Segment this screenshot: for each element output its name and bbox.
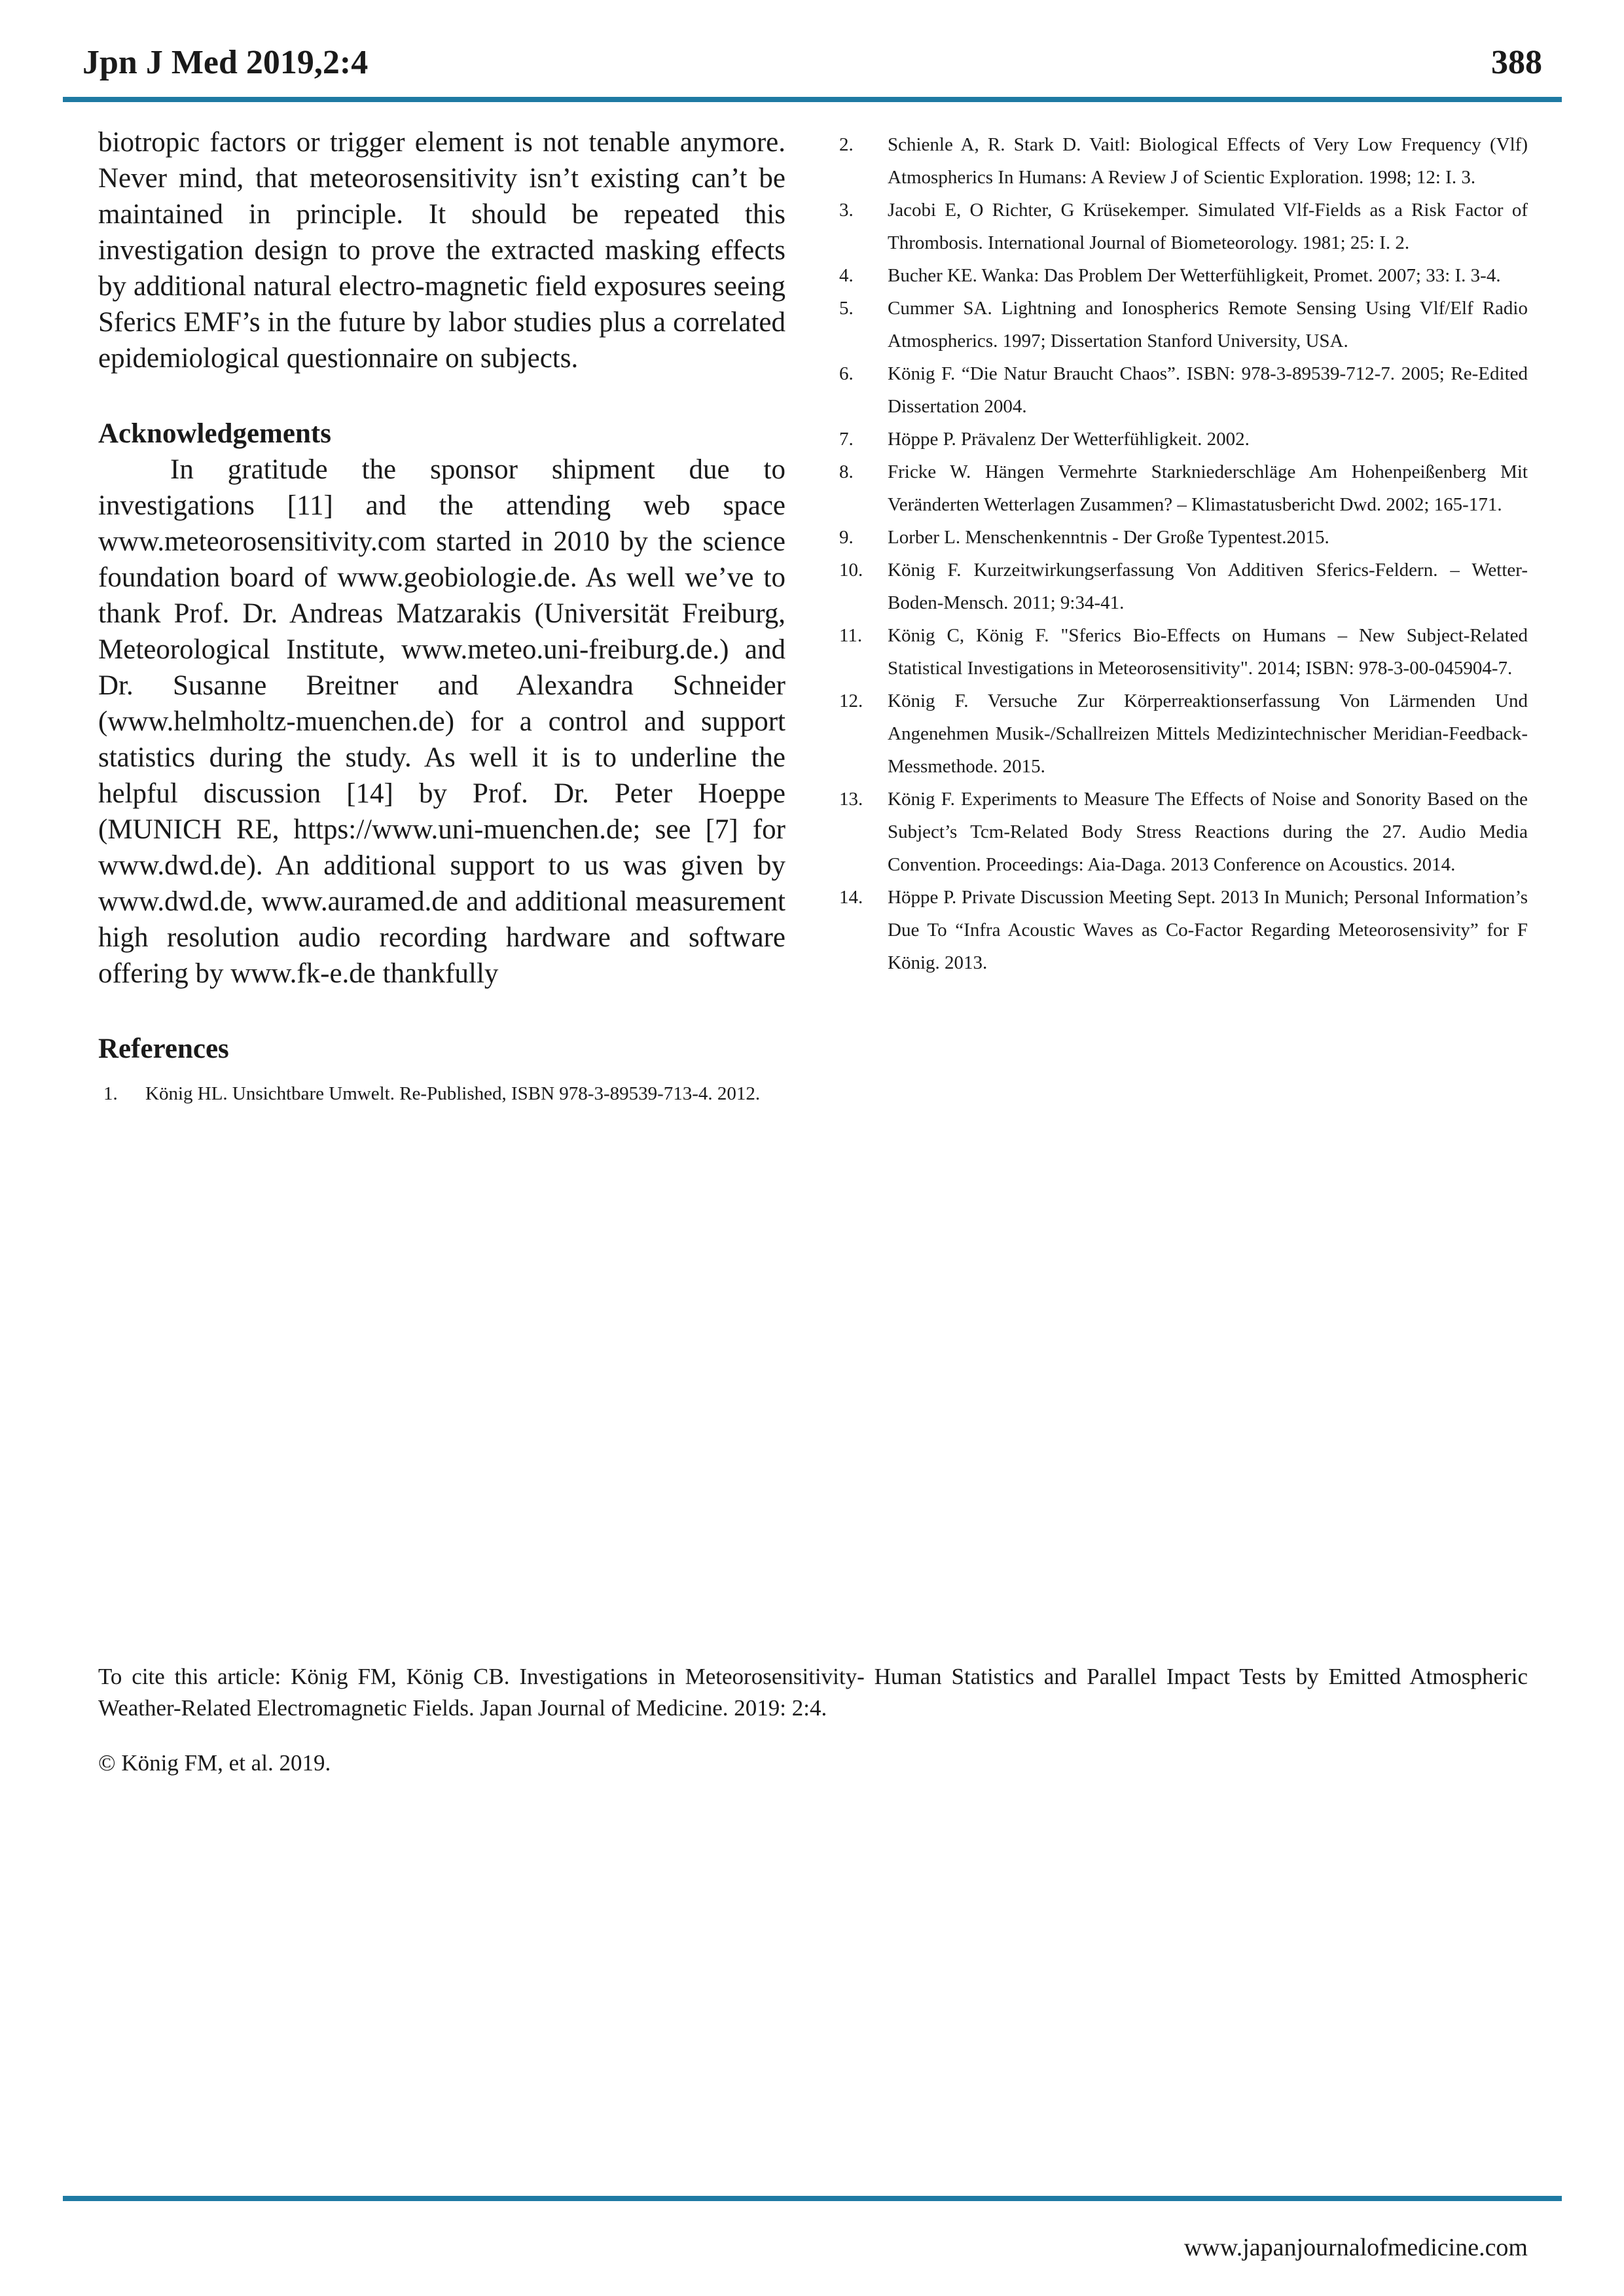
reference-text: Höppe P. Prävalenz Der Wetterfühligkeit. 2002. — [888, 429, 1250, 450]
page-number: 388 — [1491, 44, 1542, 81]
reference-text: König F. “Die Natur Braucht Chaos”. ISBN: 978-3-89539-712-7. 2005; Re-Edited Dissertation 2004. — [888, 363, 1528, 417]
footer-website-link[interactable]: www.japanjournalofmedicine.com — [1183, 2234, 1528, 2261]
intro-paragraph: biotropic factors or trigger element is not tenable anymore. Never mind, that meteorosensitivity isn’t existing can’t be maintained in principle. It should be repeated this investigation design to prove the extracted masking effects by additional natural electro-magnetic field exposures seeing Sferics EMF’s in the future by labor studies plus a correlated epidemiological questionnaire on subjects. — [98, 127, 785, 374]
references-heading: References — [98, 1033, 229, 1064]
journal-title: Jpn J Med 2019,2:4 — [82, 44, 369, 81]
footer-divider — [63, 2196, 1562, 2201]
reference-number: 8. — [839, 461, 854, 482]
reference-item — [839, 292, 1528, 357]
reference-text: König C, König F. "Sferics Bio-Effects on Humans – New Subject-Related Statistical Investigations in Meteorosensitivity". 2014; ISBN: 978-3-00-045904-7. — [888, 625, 1528, 679]
header-divider — [63, 97, 1562, 102]
reference-number: 12. — [839, 691, 863, 711]
reference-number: 11. — [839, 625, 863, 646]
left-column — [98, 124, 785, 1110]
reference-number: 1. — [103, 1083, 118, 1104]
reference-list-left — [98, 1077, 785, 1110]
page-header — [63, 43, 1562, 89]
reference-number: 2. — [839, 134, 854, 155]
reference-text: Lorber L. Menschenkenntnis - Der Große Typentest.2015. — [888, 527, 1329, 548]
reference-number: 5. — [839, 298, 854, 319]
reference-text: Schienle A, R. Stark D. Vaitl: Biological Effects of Very Low Frequency (Vlf) Atmospherics In Humans: A Review J of Scientic Exploration. 1998; 12: I. 3. — [888, 134, 1528, 188]
reference-item — [839, 685, 1528, 783]
reference-number: 7. — [839, 429, 854, 450]
reference-item — [839, 554, 1528, 619]
reference-number: 4. — [839, 265, 854, 286]
reference-text: König F. Versuche Zur Körperreaktionserfassung Von Lärmenden Und Angenehmen Musik-/Schallreizen Mittels Medizintechnischer Meridian-Feedback-Messmethode. 2015. — [888, 691, 1528, 777]
reference-item — [839, 456, 1528, 521]
copyright-notice: © König FM, et al. 2019. — [98, 1750, 331, 1776]
reference-item — [839, 357, 1528, 423]
right-column — [839, 128, 1528, 979]
reference-text: Cummer SA. Lightning and Ionospherics Remote Sensing Using Vlf/Elf Radio Atmospherics. 1997; Dissertation Stanford University, USA. — [888, 298, 1528, 351]
reference-number: 3. — [839, 200, 854, 221]
citation-text: To cite this article: König FM, König CB. Investigations in Meteorosensitivity- Human Statistics and Parallel Impact Tests by Emitted Atmospheric Weather-Related Electromagnetic Fields. Japan Journal of Medicine. 2019: 2:4. — [98, 1664, 1528, 1721]
reference-number: 10. — [839, 560, 863, 581]
reference-item — [839, 619, 1528, 685]
reference-text: König F. Experiments to Measure The Effects of Noise and Sonority Based on the Subject’s Tcm-Related Body Stress Reactions during the 27. Audio Media Convention. Proceedings: Aia-Daga. 2013 Conference on Acoustics. 2014. — [888, 789, 1528, 875]
reference-item — [839, 881, 1528, 979]
reference-text: König HL. Unsichtbare Umwelt. Re-Published, ISBN 978-3-89539-713-4. 2012. — [145, 1083, 761, 1104]
reference-item — [98, 1077, 785, 1110]
reference-item — [839, 194, 1528, 259]
reference-item — [839, 128, 1528, 194]
acknowledgements-heading: Acknowledgements — [98, 418, 331, 449]
reference-list-right — [839, 128, 1528, 979]
reference-text: Fricke W. Hängen Vermehrte Starkniederschläge Am Hohenpeißenberg Mit Veränderten Wetterlagen Zusammen? – Klimastatusbericht Dwd. 2002; 165-171. — [888, 461, 1528, 515]
reference-item — [839, 423, 1528, 456]
acknowledgements-text: In gratitude the sponsor shipment due to investigations [11] and the attending web space www.meteorosensitivity.com started in 2010 by the science foundation board of www.geobiologie.de. As well we’ve to thank Prof. Dr. Andreas Matzarakis (Universität Freiburg, Meteorological Institute, www.meteo.uni-freiburg.de.) and Dr. Susanne Breitner and Alexandra Schneider (www.helmholtz-muenchen.de) for a control and support statistics during the study. As well it is to underline the helpful discussion [14] by Prof. Dr. Peter Hoeppe (MUNICH RE, https://www.uni-muenchen.de; see [7] for www.dwd.de). An additional support to us was given by www.dwd.de, www.auramed.de and additional measurement high resolution audio recording hardware and software offering by www.fk-e.de thankfully — [98, 454, 785, 989]
reference-item — [839, 259, 1528, 292]
reference-item — [839, 783, 1528, 881]
reference-number: 13. — [839, 789, 863, 810]
reference-number: 6. — [839, 363, 854, 384]
reference-text: Höppe P. Private Discussion Meeting Sept. 2013 In Munich; Personal Information’s Due To “Infra Acoustic Waves as Co-Factor Regarding Meteorosensivity” for F König. 2013. — [888, 887, 1528, 973]
reference-number: 14. — [839, 887, 863, 908]
reference-item — [839, 521, 1528, 554]
reference-text: Bucher KE. Wanka: Das Problem Der Wetterfühligkeit, Promet. 2007; 33: I. 3-4. — [888, 265, 1501, 286]
reference-number: 9. — [839, 527, 854, 548]
reference-text: Jacobi E, O Richter, G Krüsekemper. Simulated Vlf-Fields as a Risk Factor of Thrombosis. International Journal of Biometeorology. 1981; 25: I. 2. — [888, 200, 1528, 253]
reference-text: König F. Kurzeitwirkungserfassung Von Additiven Sferics-Feldern. – Wetter-Boden-Mensch. 2011; 9:34-41. — [888, 560, 1528, 613]
